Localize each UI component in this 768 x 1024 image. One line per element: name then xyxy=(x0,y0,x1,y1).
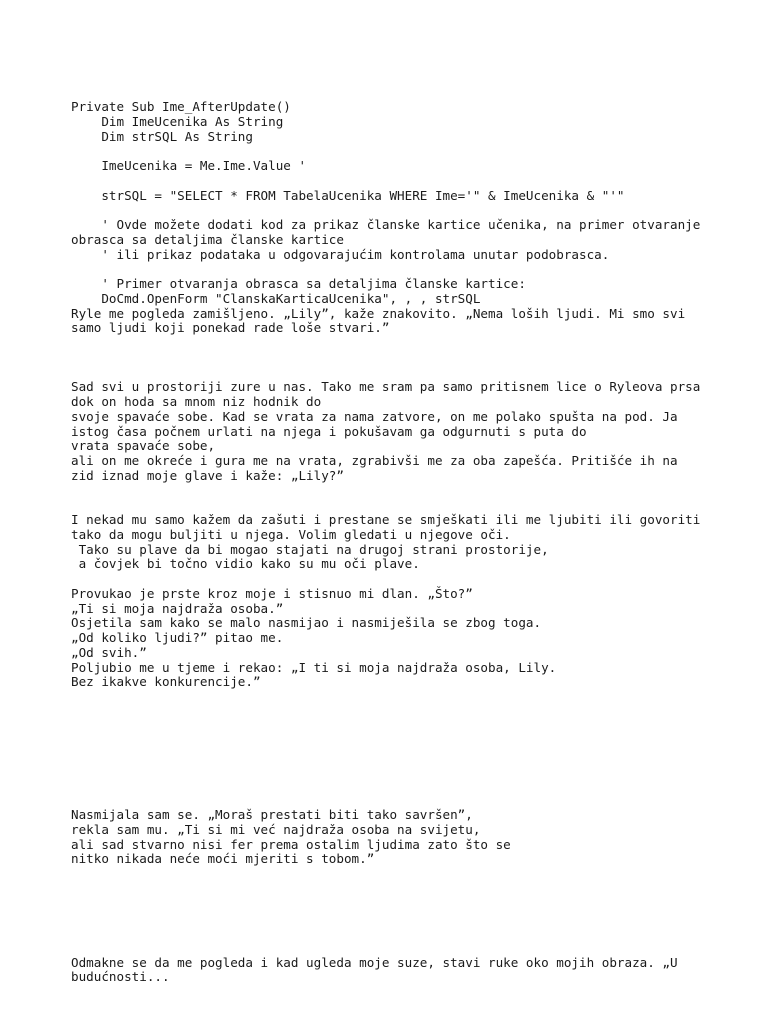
text-line: „Od koliko ljudi?” pitao me. xyxy=(71,630,284,645)
text-line xyxy=(71,734,731,749)
text-line: strSQL = "SELECT * FROM TabelaUcenika WHERE Ime='" & ImeUcenika & "'" xyxy=(71,187,625,203)
text-line: ' Ovde možete dodati kod za prikaz članske kartice učenika, na primer otvaranje xyxy=(71,217,701,232)
text-line: Provukao je prste kroz moje i stisnuo mi dlan. „Što?” xyxy=(71,585,473,601)
text-line: dok on hoda sa mnom niz hodnik do xyxy=(71,394,322,409)
text-line: samo ljudi koji ponekad rade loše stvari.” xyxy=(71,320,390,336)
text-line xyxy=(71,262,731,277)
text-line xyxy=(71,144,731,159)
text-line: obrasca sa detaljima članske kartice xyxy=(71,231,344,247)
text-line xyxy=(71,498,731,513)
text-line xyxy=(71,351,731,366)
text-line: DoCmd.OpenForm "ClanskaKarticaUcenika", , , strSQL xyxy=(71,290,481,306)
text-line: Dim strSQL As String xyxy=(71,128,253,144)
text-line xyxy=(71,941,731,956)
text-line xyxy=(71,926,731,941)
text-line: zid iznad moje glave i kaže: „Lily?” xyxy=(71,467,344,483)
text-line xyxy=(71,366,731,381)
text-line: vrata spavaće sobe, xyxy=(71,438,216,454)
text-line xyxy=(71,705,731,720)
text-line: ' ili prikaz podataka u odgovarajućim kontrolama unutar podobrasca. xyxy=(71,246,610,262)
text-line: „Od svih.” xyxy=(71,644,147,660)
text-line: Tako su plave da bi mogao stajati na drugoj strani prostorije, xyxy=(71,541,549,557)
text-line: Dim ImeUcenika As String xyxy=(71,113,284,129)
text-line: a čovjek bi točno vidio kako su mu oči plave. xyxy=(71,556,420,572)
text-line: ali sad stvarno nisi fer prema ostalim ljudima zato što se xyxy=(71,836,511,852)
document-body xyxy=(71,100,731,985)
text-line: ' Primer otvaranja obrasca sa detaljima članske kartice: xyxy=(71,276,526,291)
text-line: budućnosti... xyxy=(71,969,170,985)
text-line xyxy=(71,572,731,587)
text-line xyxy=(71,911,731,926)
text-line: Odmakne se da me pogleda i kad ugleda moje suze, stavi ruke oko mojih obraza. „U xyxy=(71,954,678,970)
text-line: Nasmijala sam se. „Moraš prestati biti tako savršen”, xyxy=(71,807,473,822)
text-line: „Ti si moja najdraža osoba.” xyxy=(71,600,284,616)
text-line: I nekad mu samo kažem da zašuti i prestane se smješkati ili me ljubiti ili govoriti xyxy=(71,512,701,527)
text-line: Bez ikakve konkurencije.” xyxy=(71,674,261,690)
text-line: svoje spavaće sobe. Kad se vrata za nama zatvore, on me polako spušta na pod. Ja xyxy=(71,408,678,424)
text-line: Private Sub Ime_AfterUpdate() xyxy=(71,99,291,114)
text-line: nitko nikada neće moći mjeriti s tobom.” xyxy=(71,851,375,867)
text-line xyxy=(71,484,731,499)
text-line xyxy=(71,882,731,897)
text-line: ImeUcenika = Me.Ime.Value ' xyxy=(71,158,307,173)
text-line: Ryle me pogleda zamišljeno. „Lily”, kaže znakovito. „Nema loših ljudi. Mi smo svi xyxy=(71,305,686,321)
text-line xyxy=(71,720,731,735)
text-line xyxy=(71,690,731,705)
text-line xyxy=(71,174,731,189)
text-line: Sad svi u prostoriji zure u nas. Tako me sram pa samo pritisnem lice o Ryleova prsa xyxy=(71,379,701,395)
text-line: tako da mogu buljiti u njega. Volim gledati u njegove oči. xyxy=(71,526,511,542)
text-line xyxy=(71,867,731,882)
text-line xyxy=(71,779,731,794)
text-line: ali on me okreće i gura me na vrata, zgrabivši me za oba zapešća. Pritišće ih na xyxy=(71,453,678,468)
text-line xyxy=(71,336,731,351)
text-line xyxy=(71,793,731,808)
text-line: Osjetila sam kako se malo nasmijao i nasmiješila se zbog toga. xyxy=(71,615,542,631)
text-line: istog časa počnem urlati na njega i pokušavam ga odgurnuti s puta do xyxy=(71,423,587,439)
text-line xyxy=(71,749,731,764)
text-line xyxy=(71,897,731,912)
text-line: rekla sam mu. „Ti si mi već najdraža osoba na svijetu, xyxy=(71,821,481,837)
text-line: Poljubio me u tjeme i rekao: „I ti si moja najdraža osoba, Lily. xyxy=(71,659,557,675)
text-line xyxy=(71,203,731,218)
text-line xyxy=(71,764,731,779)
